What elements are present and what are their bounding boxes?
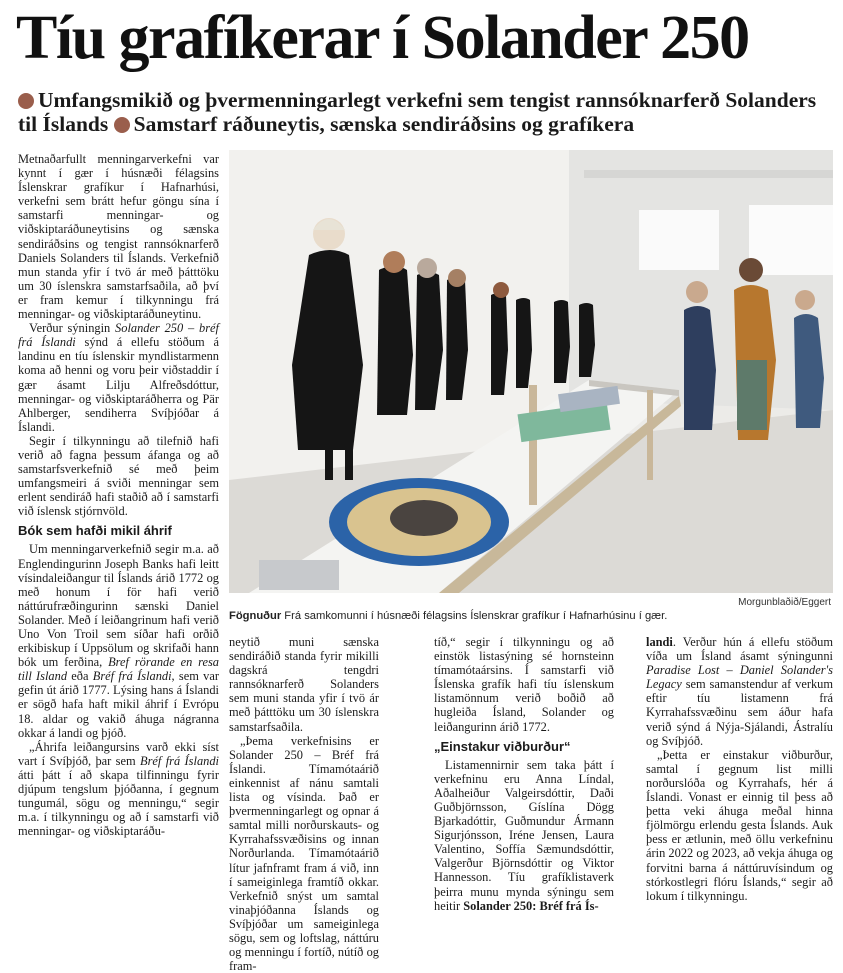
photo-caption [229, 610, 833, 623]
subhead-part-1: Umfangsmikið og þvermenningarlegt verkefni sem tengist rannsóknarferð Solanders til Íslands [18, 88, 817, 136]
bullet-dot-icon [18, 93, 34, 109]
text-column-2 [229, 635, 379, 973]
text-column-1 [18, 152, 219, 838]
section-heading: „Einstakur viðburður“ [434, 738, 571, 754]
section-heading: Bók sem hafði mikil áhrif [18, 523, 172, 539]
photo-credit: Morgunblaðið/Eggert [738, 597, 831, 608]
bullet-dot-icon [114, 117, 130, 133]
text-column-3 [434, 635, 614, 913]
paragraph: Um menningarverkefnið segir m.a. að Englendingurinn Joseph Banks hafi leitt vísindaleiðangur til Íslands árið 1772 og með honum í för hafi verið náttúrufræðingurinn sænski Daniel Solander. Með í leiðangrinum hafi verið Uno Von Troil sem síðar hafi orðið erkibiskup í Uppsölum og skrifaði hann bók um ferðina, Bref rörande en resa till Island eða Bréf frá Íslandi, sem var gefin út árið 1777. Lýsing hans á Íslandi er sögð hafa haft mikil áhrif í Evrópu 18. aldar og vakið áhuga nágranna okkar á landi og þjóð. [18, 542, 219, 740]
photo-illustration [229, 150, 833, 593]
paragraph: landi. Verður hún á ellefu stöðum víða um Ísland ásamt sýningunni Paradise Lost – Daniel Solander's Legacy sem samanstendur af verkum eftir tíu listamenn frá Kyrrahafssvæðinu sem áður hafa verið sýnd á Nýja-Sjálandi, Ástralíu og Svíþjóð. [646, 635, 833, 748]
paragraph: Segir í tilkynningu að tilefnið hafi verið að fagna þessum áfanga og að samstarfsverkefnið sé með þeim umfangsmeiri á sviði menningar sem erlent sendiráð hafi staðið að í samstarfi við íslensk stjórnvöld. [18, 433, 219, 519]
paragraph: „Þema verkefnisins er Solander 250 – Bréf frá Íslandi. Tímamótaárið einkennist af nánu samtali lista og vísinda. Það er þvermenningarlegt og opnar á samtal milli norðurskauts- og Kyrrahafssvæðisins og innan Norðurlanda. Tímamótaárið lítur jafnframt fram á við, inn í sameiginlega framtíð okkar. Verkefnið snýst um samtal vinaþjóðanna Íslands og Svíþjóðar um sameiginlega sögu, sem og loftslag, náttúru og menningu í fortíð, nútíð og fram- [229, 733, 379, 973]
paragraph: Metnaðarfullt menningarverkefni var kynnt í gær í húsnæði félagsins Íslenskrar grafíkur í Hafnarhúsi, verkefni sem brátt hefur göngu sína í samstarfi menningar- og viðskiptaráðuneytisins og sænska sendiráðsins og tengist rannsóknarferð Daniels Solanders til Íslands. Verkefnið mun standa yfir í tvö ár með þátttöku um 30 íslenskra samstarfsaðila, að því er fram kemur í tilkynningu frá menningar- og viðskiptaráðuneytinu. [18, 152, 219, 322]
paragraph: „Þetta er einstakur viðburður, samtal í gegnum list milli norðurslóða og Kyrrahafs, hér á Íslandi. Vonast er einnig til þess að þetta veki áhuga meðal hinna fjölmörgu erlendu gesta Íslands. Auk þess er ætlunin, með öllu verkefninu árin 2022 og 2023, að vekja áhuga og forvitni barna á náttúruvísindum og stórkostlegri flóru Íslands,“ segir að lokum í tilkynningu. [646, 747, 833, 903]
paragraph: tíð,“ segir í tilkynningu og að einstök listasýning sé hornsteinn tímamótaársins. Í samstarfi við Íslenska grafík hafi tíu íslenskum listamönnum verið boðið að hugleiða Ísland, Solander og leiðangurinn árið 1772. [434, 635, 614, 734]
headline: Tíu grafíkerar í Solander 250 [16, 4, 749, 72]
subhead-part-2: Samstarf ráðuneytis, sænska sendiráðsins og grafíkera [133, 112, 635, 136]
exhibition-photo [229, 150, 833, 593]
subheadline [18, 88, 833, 136]
caption-text: Frá samkomunni í húsnæði félagsins Íslenskrar grafíkur í Hafnarhúsinu í gær. [281, 610, 668, 622]
paragraph: Listamennirnir sem taka þátt í verkefninu eru Anna Líndal, Aðalheiður Valgeirsdóttir, Daði Guðbjörnsson, Gíslína Dögg Bjarkadóttir, Guðmundur Ármann Sigurjónsson, Iréne Jensen, Laura Valentino, Soffía Sæmundsdóttir, Valgerður Björnsdóttir og Viktor Hannesson. Tíu grafíklistaverk þeirra munu mynda sýningu sem heitir Solander 250: Bréf frá Ís- [434, 757, 614, 913]
text-column-4 [646, 635, 833, 903]
paragraph: neytið muni sænska sendiráðið standa fyrir mikilli dagskrá tengdri rannsóknarferð Solanders sem muni standa yfir í tvö ár með þátttöku um 30 íslenskra samstarfsaðila. [229, 635, 379, 734]
paragraph: „Áhrifa leiðangursins varð ekki síst vart í Svíþjóð, þar sem Bréf frá Íslandi átti þátt í að skapa tilfinningu fyrir djúpum tengslum þjóðanna, í gegnum tungumál, sögu og menningu,“ segir m.a. í tilkynningu og að í samstarfi við menningar- og viðskiptaráðu- [18, 739, 219, 839]
paragraph: Verður sýningin Solander 250 – bréf frá Íslandi sýnd á ellefu stöðum á landinu en tíu íslenskir myndlistarmenn koma að henni og voru þeir viðstaddir í gær ásamt Lilju Alfreðsdóttur, menningar- og viðskiptaráðherra og Pär Ahlberger, sendiherra Svíþjóðar á Íslandi. [18, 321, 219, 434]
caption-label: Fögnuður [229, 610, 282, 622]
